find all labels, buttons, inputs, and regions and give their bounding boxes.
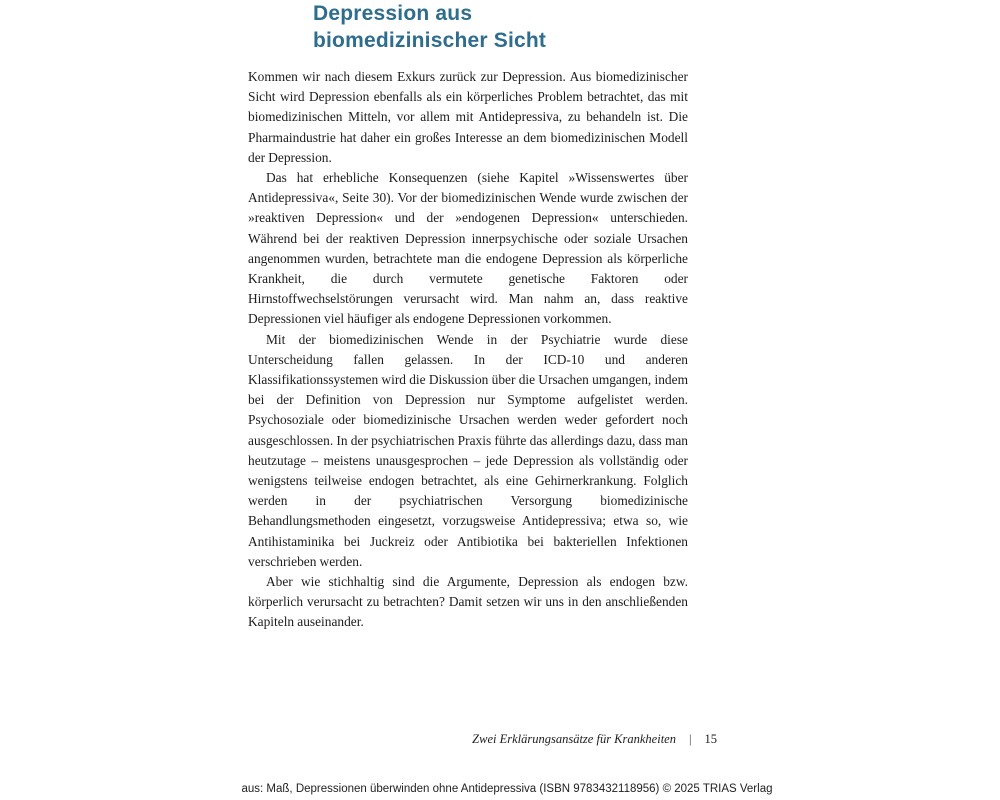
text-column xyxy=(248,0,688,633)
footer-separator: | xyxy=(688,732,692,746)
page-title-line-1: Depression aus xyxy=(313,2,473,25)
copyright-line: aus: Maß, Depressionen überwinden ohne Antidepressiva (ISBN 9783432118956) © 2025 TRIAS Verlag xyxy=(241,783,773,795)
body-paragraph: Kommen wir nach diesem Exkurs zurück zur Depression. Aus biomedizinischer Sicht wird Depression ebenfalls als ein körperliches Problem betrachtet, das mit biomedizinischen Mitteln, vor allem mit Antidepressiva, zu behandeln ist. Die Pharmaindustrie hat daher ein großes Interesse an dem biomedizinischen Modell der Depression. xyxy=(248,69,688,165)
footer-chapter-title: Zwei Erklärungsansätze für Krankheiten xyxy=(472,732,676,746)
running-footer xyxy=(472,732,717,747)
page-title xyxy=(313,0,688,54)
body-paragraph: Das hat erhebliche Konsequenzen (siehe Kapitel »Wissenswertes über Antidepressiva«, Seite 30). Vor der biomedizinischen Wende wurde zwischen der »reaktiven Depression« und der »endogenen Depression« unterschieden. Während bei der reaktiven Depression innerpsychische oder soziale Ursachen angenommen wurden, betrachtete man die endogene Depression als körperliche Krankheit, die durch vermutete genetische Faktoren oder Hirnstoffwechselstörungen verursacht wird. Man nahm an, dass reaktive Depressionen viel häufiger als endogene Depressionen vorkommen. xyxy=(248,170,688,327)
body-text xyxy=(248,67,688,633)
body-paragraph: Aber wie stichhaltig sind die Argumente, Depression als endogen bzw. körperlich verursacht zu betrachten? Damit setzen wir uns in den anschließenden Kapiteln auseinander. xyxy=(248,574,688,630)
body-paragraph: Mit der biomedizinischen Wende in der Psychiatrie wurde diese Unterscheidung fallen gelassen. In der ICD-10 und anderen Klassifikationssystemen wird die Diskussion über die Ursachen umgangen, indem bei der Definition von Depression nur Symptome aufgelistet werden. Psychosoziale oder biomedizinische Ursachen werden weder gefordert noch ausgeschlossen. In der psychiatrischen Praxis führte das allerdings dazu, dass man heutzutage – meistens unausgesprochen – jede Depression als vollständig oder wenigstens teilweise endogen betrachtet, als eine Gehirnerkrankung. Folglich werden in der psychiatrischen Versorgung biomedizinische Behandlungsmethoden eingesetzt, vorzugsweise Antidepressiva; etwa so, wie Antihistaminika bei Juckreiz oder Antibiotika bei bakteriellen Infektionen verschrieben werden. xyxy=(248,331,688,569)
page-title-line-2: biomedizinischer Sicht xyxy=(313,29,547,52)
page-number: 15 xyxy=(704,732,717,746)
